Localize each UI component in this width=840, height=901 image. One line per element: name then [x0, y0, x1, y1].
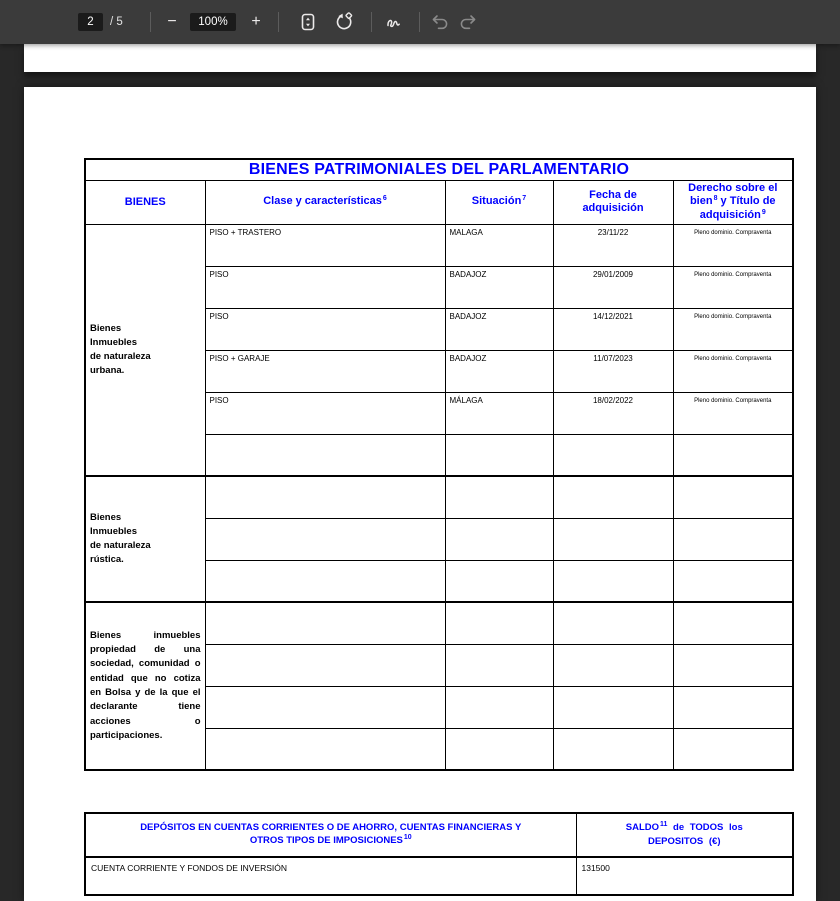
fit-page-icon: [296, 12, 320, 32]
section-label-urbana: Bienes Inmuebles de naturaleza urbana.: [85, 224, 205, 476]
cell-fecha: 23/11/22: [553, 224, 673, 266]
cell-derecho: [673, 476, 793, 518]
table-row: [85, 857, 793, 895]
col-header-fecha: Fecha de adquisición: [553, 180, 673, 224]
zoom-in-button[interactable]: +: [244, 10, 268, 34]
annotate-button[interactable]: [381, 10, 405, 34]
toolbar-divider: [150, 12, 151, 32]
col-header-derecho: Derecho sobre el bien$^8$ y Título de adquisición$^9$: [673, 180, 793, 224]
cell-derecho: [673, 728, 793, 770]
table-row: [85, 224, 793, 266]
cell-derecho: [673, 686, 793, 728]
section-label-sociedad: Bienes inmuebles propiedad de una sociedad, comunidad o entidad que no cotiza en Bolsa y de la que el declarante tiene acciones o participaciones.: [85, 602, 205, 770]
table-row: [85, 476, 793, 518]
cell-clase: [205, 728, 445, 770]
cell-situacion: [445, 518, 553, 560]
cell-situacion: BADAJOZ: [445, 350, 553, 392]
undo-icon: [428, 12, 452, 32]
section-label-rustica: Bienes Inmuebles de naturaleza rústica.: [85, 476, 205, 602]
cell-situacion: [445, 686, 553, 728]
cell-derecho: [673, 602, 793, 644]
cell-derecho: Pleno dominio. Compraventa: [673, 266, 793, 308]
cell-fecha: [553, 434, 673, 476]
previous-page-bottom-edge: [24, 44, 816, 72]
cell-situacion: [445, 476, 553, 518]
cell-concepto: CUENTA CORRIENTE Y FONDOS DE INVERSIÓN: [85, 857, 576, 895]
cell-clase: [205, 686, 445, 728]
rotate-button[interactable]: [332, 10, 356, 34]
cell-situacion: MÁLAGA: [445, 392, 553, 434]
cell-clase: [205, 560, 445, 602]
header-row: [85, 813, 793, 857]
cell-situacion: MALAGA: [445, 224, 553, 266]
cell-derecho: Pleno dominio. Compraventa: [673, 308, 793, 350]
undo-button[interactable]: [428, 10, 452, 34]
cell-fecha: [553, 602, 673, 644]
depositos-table: [84, 812, 794, 896]
table-title: BIENES PATRIMONIALES DEL PARLAMENTARIO: [85, 159, 793, 180]
pdf-page-2: [24, 87, 816, 901]
rotate-counterclockwise-icon: [332, 12, 356, 32]
pdf-toolbar: [0, 0, 840, 44]
cell-fecha: [553, 560, 673, 602]
cell-situacion: [445, 434, 553, 476]
fit-page-button[interactable]: [296, 10, 320, 34]
col-header-clase: Clase y características$^6$: [205, 180, 445, 224]
cell-fecha: [553, 686, 673, 728]
cell-situacion: BADAJOZ: [445, 266, 553, 308]
cell-fecha: 14/12/2021: [553, 308, 673, 350]
cell-derecho: [673, 434, 793, 476]
cell-clase: PISO: [205, 308, 445, 350]
cell-clase: [205, 518, 445, 560]
cell-clase: [205, 476, 445, 518]
cell-derecho: Pleno dominio. Compraventa: [673, 350, 793, 392]
cell-clase: [205, 434, 445, 476]
zoom-level-input[interactable]: 100%: [190, 13, 236, 31]
cell-fecha: 18/02/2022: [553, 392, 673, 434]
cell-fecha: [553, 728, 673, 770]
col-header-bienes: BIENES: [85, 180, 205, 224]
table-row: [85, 602, 793, 644]
cell-derecho: [673, 560, 793, 602]
cell-clase: [205, 602, 445, 644]
annotate-ink-icon: [381, 12, 405, 32]
cell-clase: PISO: [205, 392, 445, 434]
toolbar-divider: [371, 12, 372, 32]
cell-situacion: [445, 728, 553, 770]
bienes-patrimoniales-table: [84, 158, 794, 771]
cell-clase: PISO + TRASTERO: [205, 224, 445, 266]
cell-saldo: 131500: [576, 857, 793, 895]
cell-derecho: [673, 644, 793, 686]
col-header-situacion: Situación$^7$: [445, 180, 553, 224]
cell-situacion: [445, 560, 553, 602]
cell-fecha: [553, 476, 673, 518]
cell-situacion: BADAJOZ: [445, 308, 553, 350]
cell-situacion: [445, 602, 553, 644]
toolbar-divider: [278, 12, 279, 32]
cell-fecha: [553, 644, 673, 686]
redo-icon: [456, 12, 480, 32]
cell-fecha: [553, 518, 673, 560]
cell-clase: PISO + GARAJE: [205, 350, 445, 392]
col-header-saldo: SALDO$^{11}$ de TODOS los DEPOSITOS (€): [576, 813, 793, 857]
page-number-input[interactable]: 2: [78, 13, 103, 31]
redo-button[interactable]: [456, 10, 480, 34]
cell-derecho: Pleno dominio. Compraventa: [673, 392, 793, 434]
cell-derecho: [673, 518, 793, 560]
cell-situacion: [445, 644, 553, 686]
cell-clase: [205, 644, 445, 686]
col-header-depositos: DEPÓSITOS EN CUENTAS CORRIENTES O DE AHORRO, CUENTAS FINANCIERAS Y OTROS TIPOS DE IMPOSICIONES$^{10}$: [85, 813, 576, 857]
cell-fecha: 29/01/2009: [553, 266, 673, 308]
cell-derecho: Pleno dominio. Compraventa: [673, 224, 793, 266]
toolbar-divider: [419, 12, 420, 32]
cell-fecha: 11/07/2023: [553, 350, 673, 392]
page-total-label: / 5: [110, 16, 123, 28]
zoom-out-button[interactable]: −: [160, 10, 184, 34]
header-row: [85, 180, 793, 224]
cell-clase: PISO: [205, 266, 445, 308]
